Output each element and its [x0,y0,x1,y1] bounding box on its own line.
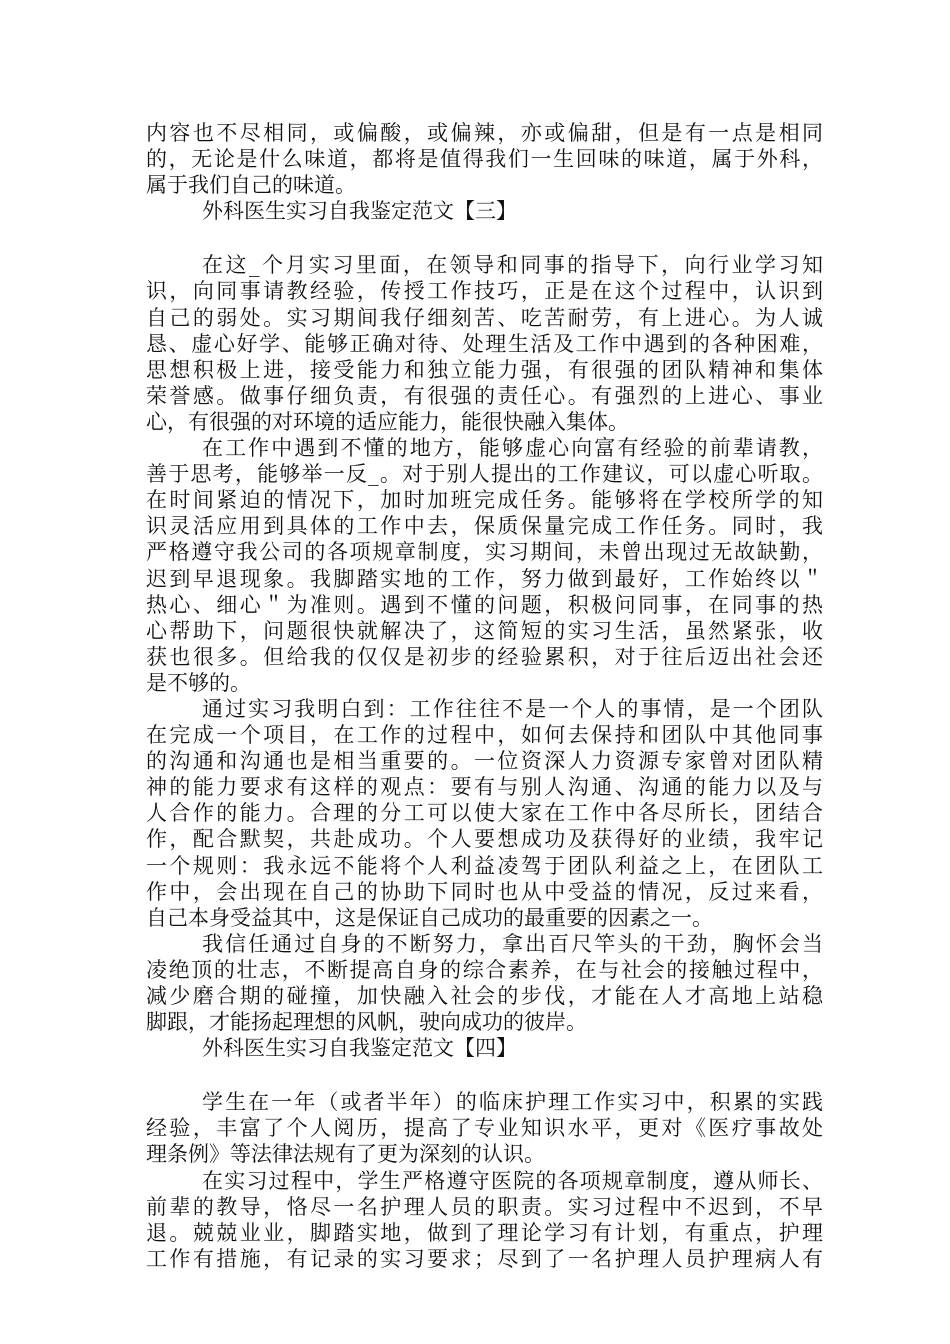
text-line: 退。兢兢业业，脚踏实地，做到了理论学习有计划，有重点，护理 [146,1220,823,1245]
text-line: 属于我们自己的味道。 [146,173,356,198]
text-line: 在时间紧迫的情况下，加时加班完成任务。能够将在学校所学的知 [146,488,823,513]
text-line: 恳、虚心好学、能够正确对待、处理生活及工作中遇到的各种困难， [146,331,823,356]
section3-paragraph-2 [146,435,823,696]
section-heading-4: 外科医生实习自我鉴定范文【四】 [202,1036,517,1061]
text-line: 心帮助下，问题很快就解决了，这简短的实习生活，虽然紧张，收 [146,618,823,643]
text-line: 理条例》等法律法规有了更为深刻的认识。 [146,1142,545,1167]
text-line: 心，有很强的对环境的适应能力，能很快融入集体。 [146,409,629,434]
text-line: 荣誉感。做事仔细负责，有很强的责任心。有强烈的上进心、事业 [146,383,823,408]
text-line: 是不够的。 [146,670,251,695]
text-line: 善于思考，能够举一反_。对于别人提出的工作建议，可以虚心听取。 [146,462,823,487]
text-line: 在这_个月实习里面，在领导和同事的指导下，向行业学习知 [202,253,823,278]
text-line: 内容也不尽相同，或偏酸，或偏辣，亦或偏甜，但是有一点是相同 [146,121,823,145]
text-line: 作中，会出现在自己的协助下同时也从中受益的情况，反过来看， [146,879,823,904]
text-line: 神的能力要求有这样的观点：要有与别人沟通、沟通的能力以及与 [146,775,823,800]
text-line: 在实习过程中，学生严格遵守医院的各项规章制度，遵从师长、 [202,1168,823,1193]
text-line: 工作有措施，有记录的实习要求；尽到了一名护理人员护理病人有 [146,1246,823,1271]
text-line: 人合作的能力。合理的分工可以使大家在工作中各尽所长，团结合 [146,801,823,826]
text-line: 通过实习我明白到：工作往往不是一个人的事情，是一个团队 [202,696,823,721]
text-line: 我信任通过自身的不断努力，拿出百尺竿头的干劲，胸怀会当 [202,931,823,956]
intro-paragraph [146,120,823,198]
section4-paragraph-2 [146,1168,823,1272]
text-line: 作，配合默契，共赴成功。个人要想成功及获得好的业绩，我牢记 [146,827,823,852]
section3-paragraph-4 [146,931,823,1035]
text-line: 严格遵守我公司的各项规章制度，实习期间，未曾出现过无故缺勤， [146,540,823,565]
text-line: 在工作中遇到不懂的地方，能够虚心向富有经验的前辈请教， [202,436,823,461]
section-heading-3: 外科医生实习自我鉴定范文【三】 [202,199,517,224]
text-line: 热心、细心＂为准则。遇到不懂的问题，积极问同事，在同事的热 [146,592,823,617]
text-line: 迟到早退现象。我脚踏实地的工作，努力做到最好，工作始终以＂ [146,566,823,591]
text-line: 获也很多。但给我的仅仅是初步的经验累积，对于往后迈出社会还 [146,644,823,669]
document-page [146,120,823,1272]
text-line: 自己本身受益其中，这是保证自己成功的最重要的因素之一。 [146,905,713,930]
text-line: 减少磨合期的碰撞，加快融入社会的步伐，才能在人才高地上站稳 [146,984,823,1008]
text-line: 前辈的教导，恪尽一名护理人员的职责。实习过程中不迟到，不早 [146,1194,823,1219]
text-line: 的沟通和沟通也是相当重要的。一位资深人力资源专家曾对团队精 [146,749,823,774]
text-line: 脚跟，才能扬起理想的风帆，驶向成功的彼岸。 [146,1010,587,1035]
section3-paragraph-3 [146,696,823,931]
text-line: 自己的弱处。实习期间我仔细刻苦、吃苦耐劳，有上进心。为人诚 [146,305,823,330]
text-line: 思想积极上进，接受能力和独立能力强，有很强的团队精神和集体 [146,357,823,382]
text-line: 识，向同事请教经验，传授工作技巧，正是在这个过程中，认识到 [146,279,823,304]
text-line: 凌绝顶的壮志，不断提高自身的综合素养，在与社会的接触过程中， [146,957,823,982]
section3-paragraph-1 [146,252,823,435]
text-line: 学生在一年（或者半年）的临床护理工作实习中，积累的实践 [202,1090,823,1115]
text-line: 一个规则：我永远不能将个人利益凌驾于团队利益之上，在团队工 [146,853,823,878]
text-line: 经验，丰富了个人阅历，提高了专业知识水平，更对《医疗事故处 [146,1116,823,1141]
text-line: 的，无论是什么味道，都将是值得我们一生回味的味道，属于外科， [146,147,823,172]
text-line: 在完成一个项目，在工作的过程中，如何去保持和团队中其他同事 [146,723,823,748]
blank-line [146,224,823,252]
section4-paragraph-1 [146,1089,823,1167]
text-line: 识灵活应用到具体的工作中去，保质保量完成工作任务。同时，我 [146,514,823,539]
blank-line [146,1061,823,1089]
